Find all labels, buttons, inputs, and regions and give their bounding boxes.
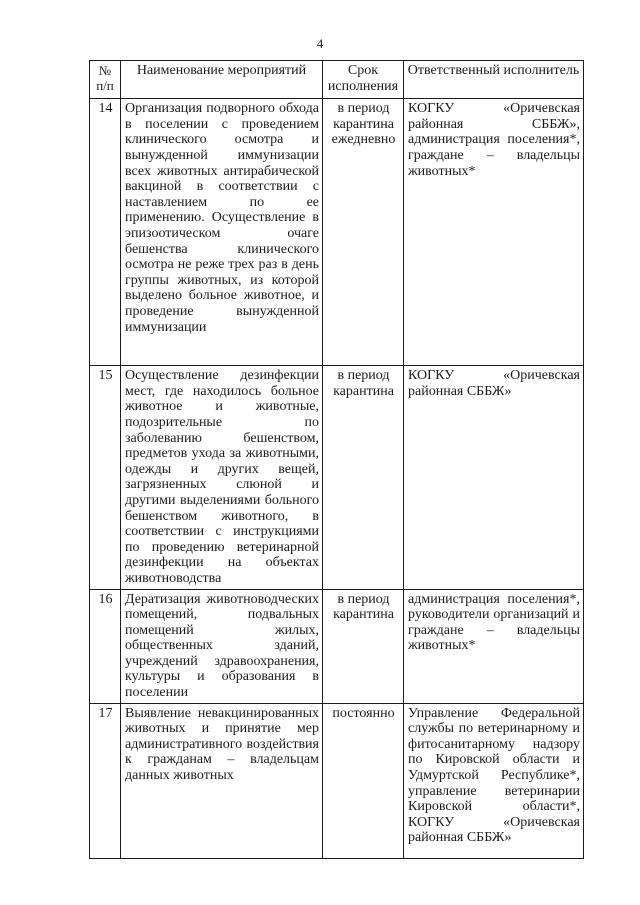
measure-responsible: Управление Федеральной службы по ветеринарному и фитосанитарному надзору по Кировской области и Удмуртской Республике*, управление ветеринарии Кировской области*, КОГКУ «Оричевская районная СББЖ» [404,703,584,858]
header-term: Срок исполнения [323,61,404,99]
measure-name: Организация подворного обхода в поселении с проведением клинического осмотра и вынужденной иммунизации всех животных антирабической вакциной в соответствии с наставлением по ее применению. Осуществление в эпизоотическом очаге бешенства клинического осмотра не реже трех раз в день группы животных, из которой выделено больное животное, и проведение вынужденной иммунизации [121,99,323,366]
row-number: 14 [90,99,121,366]
table-row [90,99,584,366]
row-number: 16 [90,589,121,703]
measure-name: Дератизация животноводческих помещений, подвальных помещений жилых, общественных зданий, учреждений здравоохранения, культуры и образования в поселении [121,589,323,703]
row-number: 17 [90,703,121,858]
header-name: Наименование мероприятий [121,61,323,99]
measure-term: в период карантина [323,366,404,589]
page-number: 4 [316,36,324,51]
measure-name: Выявление невакцинированных животных и принятие мер административного воздействия к гражданам – владельцам данных животных [121,703,323,858]
measure-term: постоянно [323,703,404,858]
header-num: № п/п [90,61,121,99]
row-number: 15 [90,366,121,589]
measure-term: в период карантина ежедневно [323,99,404,366]
table-row [90,366,584,589]
measure-responsible: КОГКУ «Оричевская районная СББЖ» [404,366,584,589]
measure-term: в период карантина [323,589,404,703]
measure-responsible: администрация поселения*, руководители организаций и граждане – владельцы животных* [404,589,584,703]
header-responsible: Ответственный исполнитель [404,61,584,99]
table-row [90,589,584,703]
measure-name: Осуществление дезинфекции мест, где находилось больное животное и животные, подозрительные по заболеванию бешенством, предметов ухода за животными, одежды и других вещей, загрязненных слюной и другими выделениями больного бешенством животного, в соответствии с инструкциями по проведению ветеринарной дезинфекции на объектах животноводства [121,366,323,589]
measure-responsible: КОГКУ «Оричевская районная СББЖ», администрация поселения*, граждане – владельцы животных* [404,99,584,366]
table-header-row [90,61,584,99]
measures-table [89,60,584,859]
table-row [90,703,584,858]
